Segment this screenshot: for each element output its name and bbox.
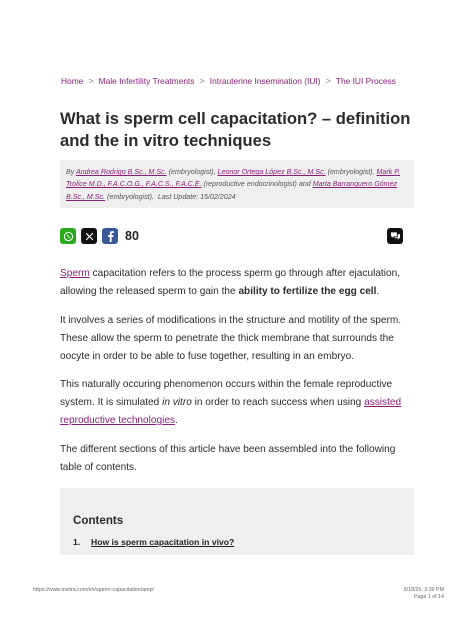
paragraph-sections: The different sections of this article have been assembled into the following table of contents.	[60, 444, 396, 473]
print-footer-url: https://www.invitra.com/en/sperm-capacitation/amp/	[33, 587, 154, 593]
toc-item-link[interactable]: How is sperm capacitation in vivo?	[91, 537, 235, 547]
whatsapp-share-button[interactable]	[60, 228, 76, 244]
author-role: (embryologist).	[107, 192, 154, 201]
print-footer-meta	[404, 587, 444, 600]
share-count: 80	[125, 229, 139, 243]
author-link-mark-trolice[interactable]: Mark P. Trolice M.D., F.A.C.O.G., F.A.C.S., F.A.C.E.	[66, 168, 401, 189]
print-datetime: 9/18/25, 3:39 PM	[403, 587, 444, 593]
facebook-share-button[interactable]	[102, 228, 118, 244]
author-byline	[60, 160, 414, 208]
sperm-link[interactable]: Sperm	[60, 268, 90, 279]
page-title: What is sperm cell capacitation? – definition and the in vitro techniques	[60, 109, 411, 150]
toc-item-number: 1.	[73, 537, 81, 547]
paragraph-natural-phenomenon	[60, 376, 414, 430]
share-bar	[60, 228, 139, 244]
author-link-marta-barranquero[interactable]: Marta Barranquero Gómez B.Sc., M.Sc.	[66, 180, 398, 201]
x-share-button[interactable]	[81, 228, 97, 244]
last-update: Last Update: 15/02/2024	[157, 192, 236, 201]
paragraph-text: This naturally occuring phenomenon occurs within the female reproductive system. It is simulated	[60, 379, 393, 408]
paragraph-text: in order to reach success when using	[191, 397, 365, 408]
paragraph-text: capacitation refers to the process sperm go through after ejaculation, allowing the released sperm to gain the	[60, 268, 401, 297]
author-role: (embryologist),	[327, 168, 375, 176]
facebook-icon	[106, 231, 115, 242]
chevron-right-icon: >	[88, 76, 94, 86]
paragraph-bold-text: ability to fertilize the egg cell	[238, 286, 377, 297]
author-role: (reproductive endocrinologist) and	[203, 180, 311, 189]
assisted-reproductive-technologies-link[interactable]: assisted reproductive technologies	[60, 397, 402, 426]
author-link-andrea-rodrigo[interactable]: Andrea Rodrigo B.Sc., M.Sc.	[76, 168, 167, 176]
breadcrumb	[61, 76, 396, 86]
paragraph-italic-text: in vitro	[162, 397, 192, 408]
toc-title: Contents	[73, 514, 124, 527]
paragraph-modifications: It involves a series of modifications in the structure and motility of the sperm. These allow the sperm to penetrate the thick membrane that surrounds the oocyte in order to be able to fuse together, resulting in an embryo.	[60, 315, 402, 362]
chevron-right-icon: >	[325, 76, 331, 86]
breadcrumb-iui-process[interactable]: The IUI Process	[335, 76, 396, 86]
x-icon	[85, 232, 94, 241]
table-of-contents	[60, 488, 414, 555]
comment-icon	[390, 231, 401, 241]
breadcrumb-iui[interactable]: Intrauterine Insemination (IUI)	[209, 76, 321, 86]
author-role: (embryologist),	[168, 168, 216, 176]
toc-item	[73, 537, 234, 547]
paragraph-text: .	[175, 415, 178, 426]
page-number: Page 1 of 14	[413, 593, 444, 600]
paragraph-text: .	[376, 286, 380, 297]
breadcrumb-male-infertility[interactable]: Male Infertility Treatments	[98, 76, 195, 86]
author-link-leonor-ortega[interactable]: Leonor Ortega López B.Sc., M.Sc.	[217, 168, 326, 176]
comments-button[interactable]	[387, 228, 403, 244]
whatsapp-icon	[63, 231, 74, 242]
byline-by: By	[66, 168, 75, 176]
paragraph-intro	[60, 265, 414, 301]
chevron-right-icon: >	[199, 76, 205, 86]
breadcrumb-home[interactable]: Home	[61, 76, 84, 86]
